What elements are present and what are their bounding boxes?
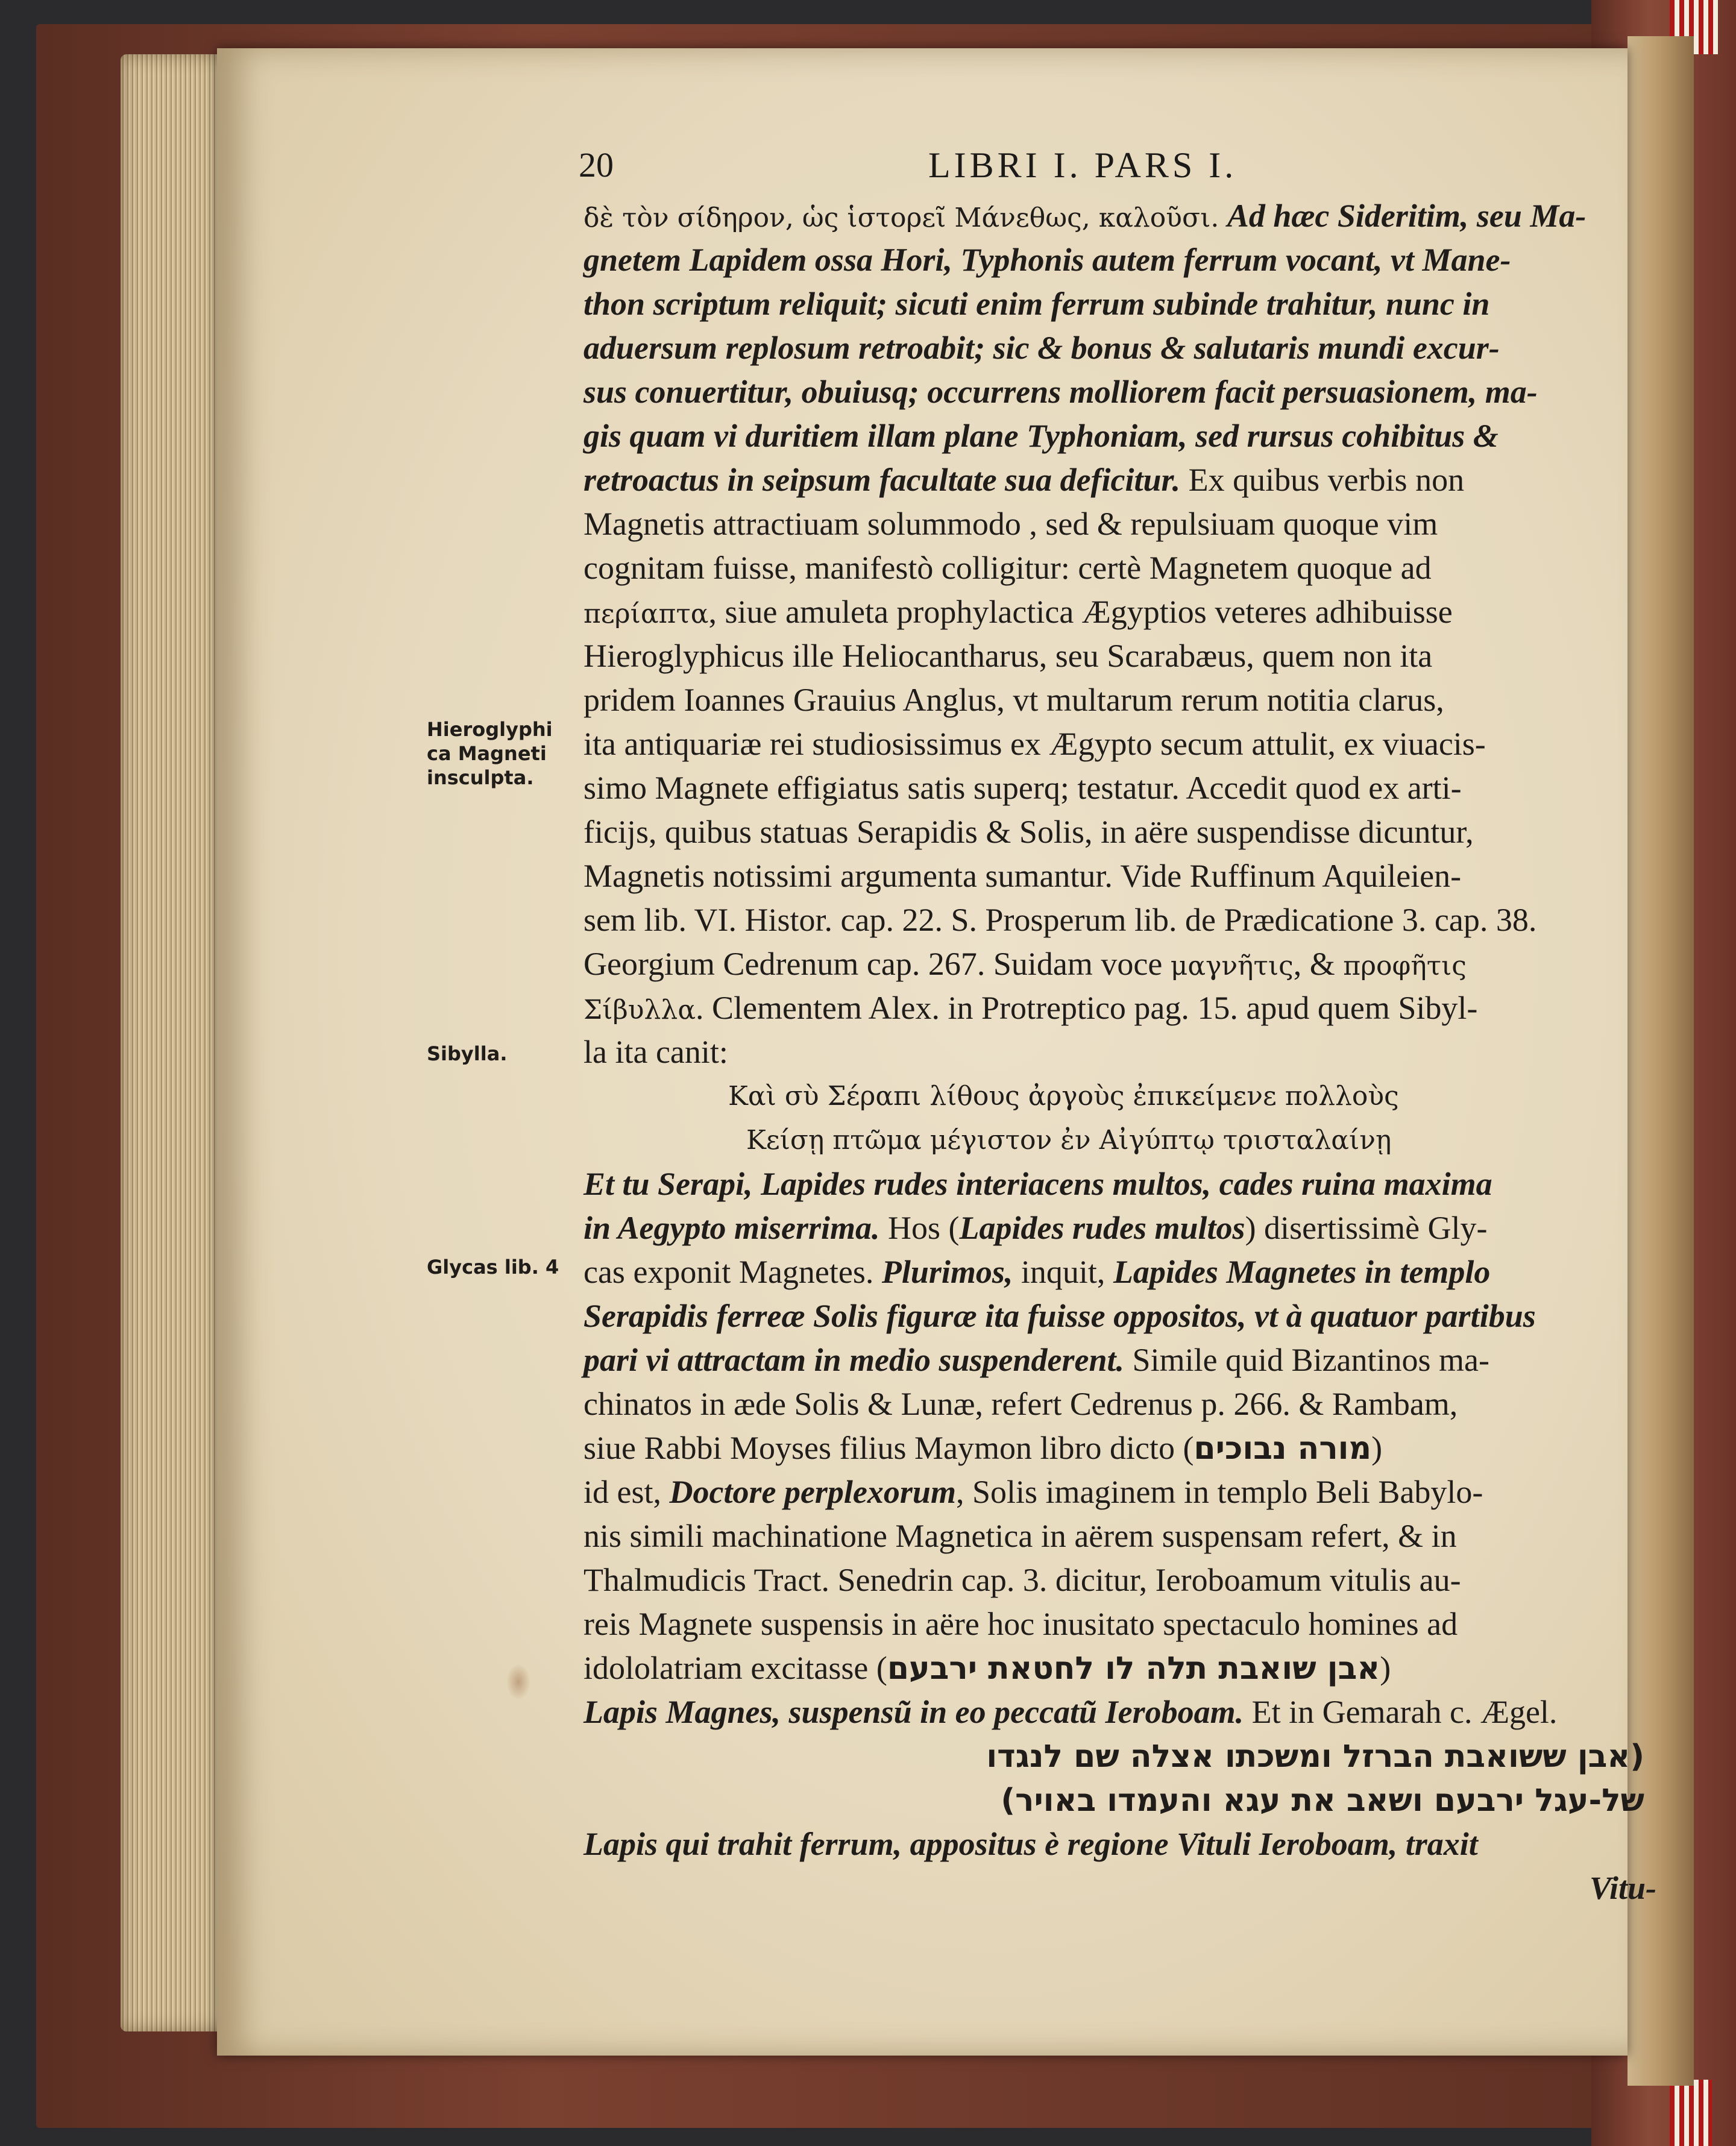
paper-stain bbox=[506, 1664, 530, 1700]
hebrew-line bbox=[583, 1734, 1656, 1778]
text-line: Lapis qui trahit ferrum, appositus è regione Vituli Ieroboam, traxit bbox=[583, 1826, 1478, 1862]
margin-note-glycas: Glycas lib. 4 bbox=[427, 1256, 559, 1279]
text-line bbox=[583, 1646, 1656, 1690]
text-line bbox=[583, 194, 1656, 238]
roman-text: , Solis imaginem in templo Beli Babylo- bbox=[955, 1474, 1483, 1510]
text-line: Magnetis notissimi argumenta sumantur. Vide Ruffinum Aquileien- bbox=[583, 858, 1462, 894]
text-line: Thalmudicis Tract. Senedrin cap. 3. dicitur, Ieroboamum vitulis au- bbox=[583, 1562, 1461, 1598]
text-line bbox=[583, 1690, 1656, 1734]
roman-text: siue Rabbi Moyses filius Maymon libro dicto ( bbox=[583, 1430, 1194, 1466]
hebrew-text: אבן שואבת תלה לו לחטאת ירבעם bbox=[887, 1650, 1380, 1687]
text-line: ita antiquariæ rei studiosissimus ex Ægypto secum attulit, ex viuacis- bbox=[583, 726, 1486, 762]
italic-text: in Aegypto miserrima. bbox=[583, 1210, 880, 1246]
roman-text: cas exponit Magnetes. bbox=[583, 1254, 882, 1290]
body-text bbox=[583, 194, 1656, 1910]
text-line bbox=[583, 1338, 1656, 1382]
roman-text: Georgium Cedrenum cap. 267. Suidam voce bbox=[583, 946, 1171, 982]
text-line bbox=[583, 1206, 1656, 1250]
text-line: thon scriptum reliquit; sicuti enim ferrum subinde trahitur, nunc in bbox=[583, 286, 1490, 322]
italic-text: Ad hæc Sideritim, seu Ma- bbox=[1219, 198, 1587, 234]
margin-note-hieroglyphica bbox=[427, 717, 553, 790]
greek-text: περίαπτα bbox=[583, 599, 709, 629]
greek-text: προφῆτις bbox=[1343, 951, 1467, 981]
greek-text: Σίβυλλα bbox=[583, 995, 696, 1025]
greek-text: δὲ τὸν σίδηρον, ὡς ἱστορεῖ Μάνεθως, καλοῦσι. bbox=[583, 203, 1219, 233]
text-line bbox=[583, 1250, 1656, 1294]
margin-note-line: Hieroglyphi bbox=[427, 718, 553, 741]
italic-text: Doctore perplexorum bbox=[669, 1474, 956, 1510]
margin-note-line: insculpta. bbox=[427, 766, 534, 789]
roman-text: id est, bbox=[583, 1474, 670, 1510]
roman-text: idololatriam excitasse ( bbox=[583, 1650, 887, 1686]
text-line bbox=[583, 1470, 1656, 1514]
running-head bbox=[579, 145, 1338, 187]
text-line: nis simili machinatione Magnetica in aërem suspensam refert, & in bbox=[583, 1518, 1457, 1554]
text-line: Serapidis ferreæ Solis figuræ ita fuisse oppositos, vt à quatuor partibus bbox=[583, 1298, 1536, 1334]
roman-text: ) bbox=[1380, 1650, 1391, 1686]
text-line: aduersum replosum retroabit; sic & bonus & salutaris mundi excur- bbox=[583, 330, 1500, 366]
page-number: 20 bbox=[579, 145, 614, 184]
text-line: sem lib. VI. Histor. cap. 22. S. Prosperum lib. de Prædicatione 3. cap. 38. bbox=[583, 902, 1537, 938]
roman-text: Simile quid Bizantinos ma- bbox=[1124, 1342, 1489, 1378]
text-line bbox=[583, 1426, 1656, 1470]
text-line: la ita canit: bbox=[583, 1034, 728, 1070]
text-line bbox=[583, 590, 1656, 634]
roman-text: inquit, bbox=[1013, 1254, 1113, 1290]
roman-text: , siue amuleta prophylactica Ægyptios veteres adhibuisse bbox=[708, 594, 1453, 630]
roman-text: ) bbox=[1371, 1430, 1383, 1466]
text-line: Hieroglyphicus ille Heliocantharus, seu Scarabæus, quem non ita bbox=[583, 638, 1433, 674]
roman-text: . Clementem Alex. in Protreptico pag. 15. apud quem Sibyl- bbox=[696, 990, 1478, 1026]
italic-text: pari vi attractam in medio suspenderent. bbox=[583, 1342, 1125, 1378]
text-line: cognitam fuisse, manifestò colligitur: certè Magnetem quoque ad bbox=[583, 550, 1432, 586]
text-line: pridem Ioannes Grauius Anglus, vt multarum rerum notitia clarus, bbox=[583, 682, 1444, 718]
text-line: reis Magnete suspensis in aëre hoc inusitato spectaculo homines ad bbox=[583, 1606, 1458, 1642]
text-line bbox=[583, 458, 1656, 502]
text-line bbox=[583, 986, 1656, 1030]
catchword: Vitu- bbox=[1589, 1870, 1656, 1906]
hebrew-text: מורה נבוכים bbox=[1194, 1430, 1372, 1467]
hebrew-text: (אבן ששואבת הברזל ומשכתו אצלה שם לנגדו bbox=[986, 1739, 1644, 1775]
text-line: gis quam vi duritiem illam plane Typhoniam, sed rursus cohibitus & bbox=[583, 418, 1499, 454]
text-line: Et tu Serapi, Lapides rudes interiacens multos, cades ruina maxima bbox=[583, 1166, 1492, 1202]
text-line: simo Magnete effigiatus satis superq; testatur. Accedit quod ex arti- bbox=[583, 770, 1462, 806]
text-line: Magnetis attractiuam solummodo , sed & repulsiuam quoque vim bbox=[583, 506, 1438, 542]
roman-text: ) disertissimè Gly- bbox=[1245, 1210, 1488, 1246]
margin-note-line: ca Magneti bbox=[427, 742, 547, 765]
italic-text: Lapides rudes multos bbox=[959, 1210, 1245, 1246]
text-line: gnetem Lapidem ossa Hori, Typhonis autem ferrum vocant, vt Mane- bbox=[583, 242, 1511, 278]
hebrew-text: של-עגל ירבעם ושאב את עגא והעמדו באויר) bbox=[1001, 1783, 1644, 1819]
margin-note-sibylla: Sibylla. bbox=[427, 1042, 508, 1065]
roman-text: Ex quibus verbis non bbox=[1180, 462, 1465, 498]
roman-text: Hos ( bbox=[879, 1210, 960, 1246]
greek-text: μαγνῆτις bbox=[1170, 951, 1294, 981]
greek-verse-line: Κείσῃ πτῶμα μέγιστον ἐν Αἰγύπτῳ τρισταλαίνῃ bbox=[746, 1125, 1392, 1156]
italic-text: retroactus in seipsum facultate sua deficitur. bbox=[583, 462, 1181, 498]
running-title: LIBRI I. PARS I. bbox=[928, 145, 1238, 185]
italic-text: Lapis Magnes, suspensũ in eo peccatũ Ieroboam. bbox=[583, 1694, 1244, 1730]
text-line: ficijs, quibus statuas Serapidis & Solis, in aëre suspendisse dicuntur, bbox=[583, 814, 1474, 850]
italic-text: Lapides Magnetes in templo bbox=[1113, 1254, 1491, 1290]
italic-text: Plurimos, bbox=[881, 1254, 1013, 1290]
roman-text: , & bbox=[1293, 946, 1344, 982]
roman-text: Et in Gemarah c. Ægel. bbox=[1244, 1694, 1558, 1730]
hebrew-line bbox=[583, 1778, 1656, 1822]
text-line: chinatos in æde Solis & Lunæ, refert Cedrenus p. 266. & Rambam, bbox=[583, 1386, 1458, 1422]
text-line bbox=[583, 942, 1656, 986]
text-line: sus conuertitur, obuiusq; occurrens molliorem facit persuasionem, ma- bbox=[583, 374, 1538, 410]
greek-verse-line: Καὶ σὺ Σέραπι λίθους ἀργοὺς ἐπικείμενε πολλοὺς bbox=[728, 1081, 1399, 1112]
bookmark-ribbon-bottom bbox=[1670, 2080, 1712, 2146]
